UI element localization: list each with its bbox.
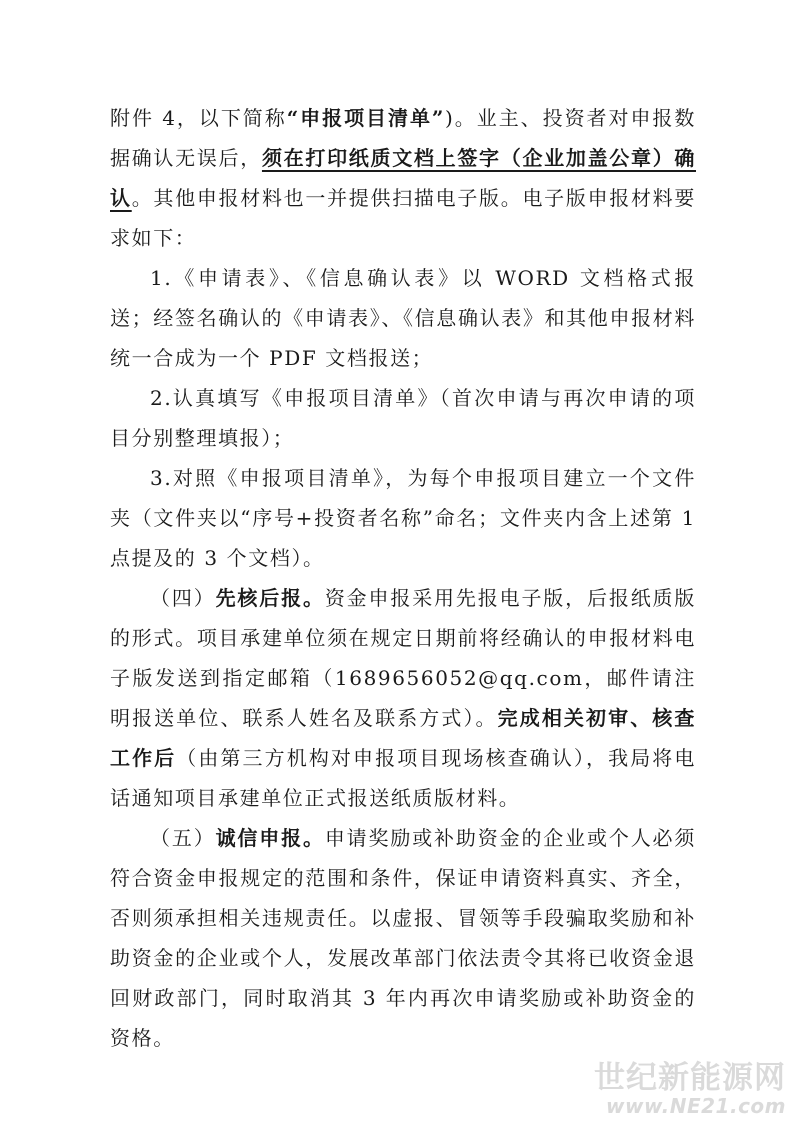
- paragraph: [110, 258, 696, 378]
- paragraph: [110, 818, 696, 1058]
- text-run: （五）: [150, 826, 216, 850]
- emphasized-text: 完成相关初审、核查工作后: [110, 706, 696, 770]
- text-run: 申请奖励或补助资金的企业或个人必须符合资金申报规定的范围和条件，保证申请资料真实、齐全，否则须承担相关违规责任。以虚报、冒领等手段骗取奖励和补助资金的企业或个人，发展改革部门依法责令其将已收资金退回财政部门，同时取消其 3 年内再次申请奖励或补助资金的资格。: [110, 826, 697, 1050]
- text-run: （由第三方机构对申报项目现场核查确认），我局将电话通知项目承建单位正式报送纸质版材料。: [110, 746, 696, 810]
- text-run: )。业主、投资者对申报数据确认无误后，: [110, 106, 696, 170]
- text-run: 资金申报采用先报电子版，后报纸质版的形式。项目承建单位须在规定日期前将经确认的申报材料电子版发送到指定邮箱（1689656052@qq.com，邮件请注明报送单位、联系人姓名及联系方式）。: [110, 586, 697, 730]
- text-run: 2.认真填写《申报项目清单》（首次申请与再次申请的项目分别整理填报）；: [110, 386, 696, 450]
- text-run: 3.对照《申报项目清单》，为每个申报项目建立一个文件夹（文件夹以“序号+投资者名称”命名；文件夹内含上述第 1 点提及的 3 个文档）。: [110, 466, 696, 570]
- watermark: [594, 1061, 786, 1117]
- paragraph: [110, 378, 696, 458]
- emphasized-text: “申报项目清单”: [286, 106, 446, 130]
- watermark-title: 世纪新能源网: [594, 1060, 786, 1096]
- text-run: 。其他申报材料也一并提供扫描电子版。电子版申报材料要求如下：: [110, 186, 696, 250]
- text-run: 附件 4，以下简称: [110, 106, 287, 130]
- paragraph: [110, 98, 696, 258]
- emphasized-text: 须在打印纸质文档上签字（企业加盖公章）确认: [110, 146, 696, 210]
- emphasized-text: 诚信申报。: [215, 826, 325, 850]
- paragraph: [110, 458, 696, 578]
- watermark-url: www.NE21.com: [605, 1094, 786, 1118]
- document-body: [110, 98, 696, 1058]
- text-run: 1.《申请表》、《信息确认表》以 WORD 文档格式报送；经签名确认的《申请表》、《信息确认表》和其他申报材料统一合成为一个 PDF 文档报送；: [110, 266, 696, 370]
- emphasized-text: 先核后报。: [215, 586, 325, 610]
- paragraph: [110, 578, 696, 818]
- text-run: （四）: [150, 586, 216, 610]
